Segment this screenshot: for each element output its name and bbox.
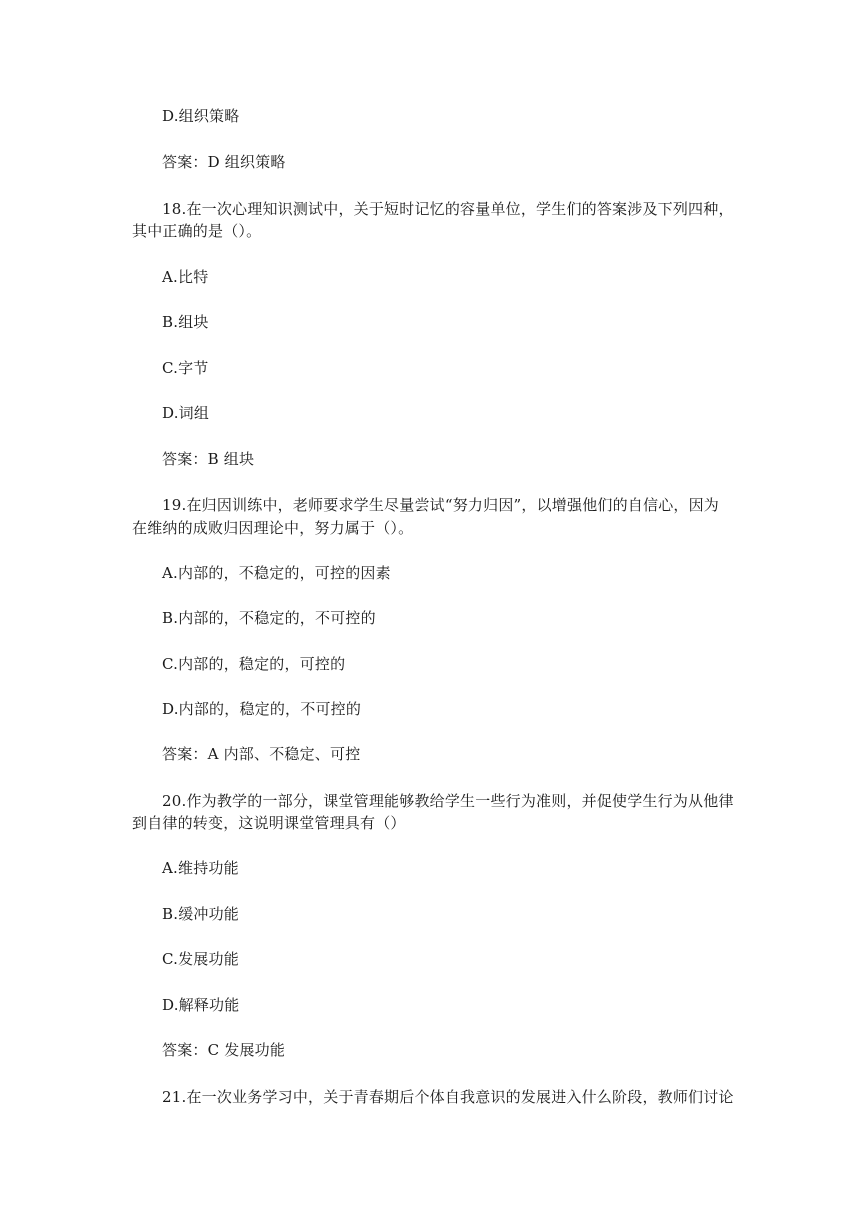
q20-option-d: D.解释功能 — [162, 996, 240, 1014]
q20-option-c: C.发展功能 — [162, 950, 239, 968]
q20-option-a: A.维持功能 — [162, 859, 239, 877]
q21-stem-line-1: 21.在一次业务学习中，关于青春期后个体自我意识的发展进入什么阶段，教师们讨论 — [162, 1088, 734, 1106]
q19-stem-line-1: 19.在归因训练中，老师要求学生尽量尝试“努力归因”，以增强他们的自信心，因为 — [162, 496, 719, 514]
q19-option-c: C.内部的，稳定的，可控的 — [162, 655, 346, 673]
q18-option-c: C.字节 — [162, 359, 209, 377]
q20-stem-line-1: 20.作为教学的一部分，课堂管理能够教给学生一些行为准则，并促使学生行为从他律 — [162, 792, 734, 810]
q19-stem-line-2: 在维纳的成败归因理论中，努力属于（）。 — [132, 519, 414, 537]
q17-answer: 答案：D 组织策略 — [162, 153, 286, 171]
q18-stem-line-2: 其中正确的是（）。 — [132, 222, 262, 240]
q20-answer: 答案：C 发展功能 — [162, 1041, 286, 1059]
q20-option-b: B.缓冲功能 — [162, 905, 239, 923]
q19-option-a: A.内部的，不稳定的，可控的因素 — [162, 564, 391, 582]
q19-option-d: D.内部的，稳定的，不可控的 — [162, 700, 362, 718]
q19-option-b: B.内部的，不稳定的，不可控的 — [162, 609, 376, 627]
q18-answer: 答案：B 组块 — [162, 450, 255, 468]
q18-option-a: A.比特 — [162, 268, 209, 286]
q17-option-d: D.组织策略 — [162, 107, 240, 125]
q18-option-b: B.组块 — [162, 313, 209, 331]
q18-stem-line-1: 18.在一次心理知识测试中，关于短时记忆的容量单位，学生们的答案涉及下列四种， — [162, 200, 734, 218]
q20-stem-line-2: 到自律的转变，这说明课堂管理具有（） — [132, 814, 406, 832]
q19-answer: 答案：A 内部、不稳定、可控 — [162, 745, 361, 763]
q18-option-d: D.词组 — [162, 404, 210, 422]
